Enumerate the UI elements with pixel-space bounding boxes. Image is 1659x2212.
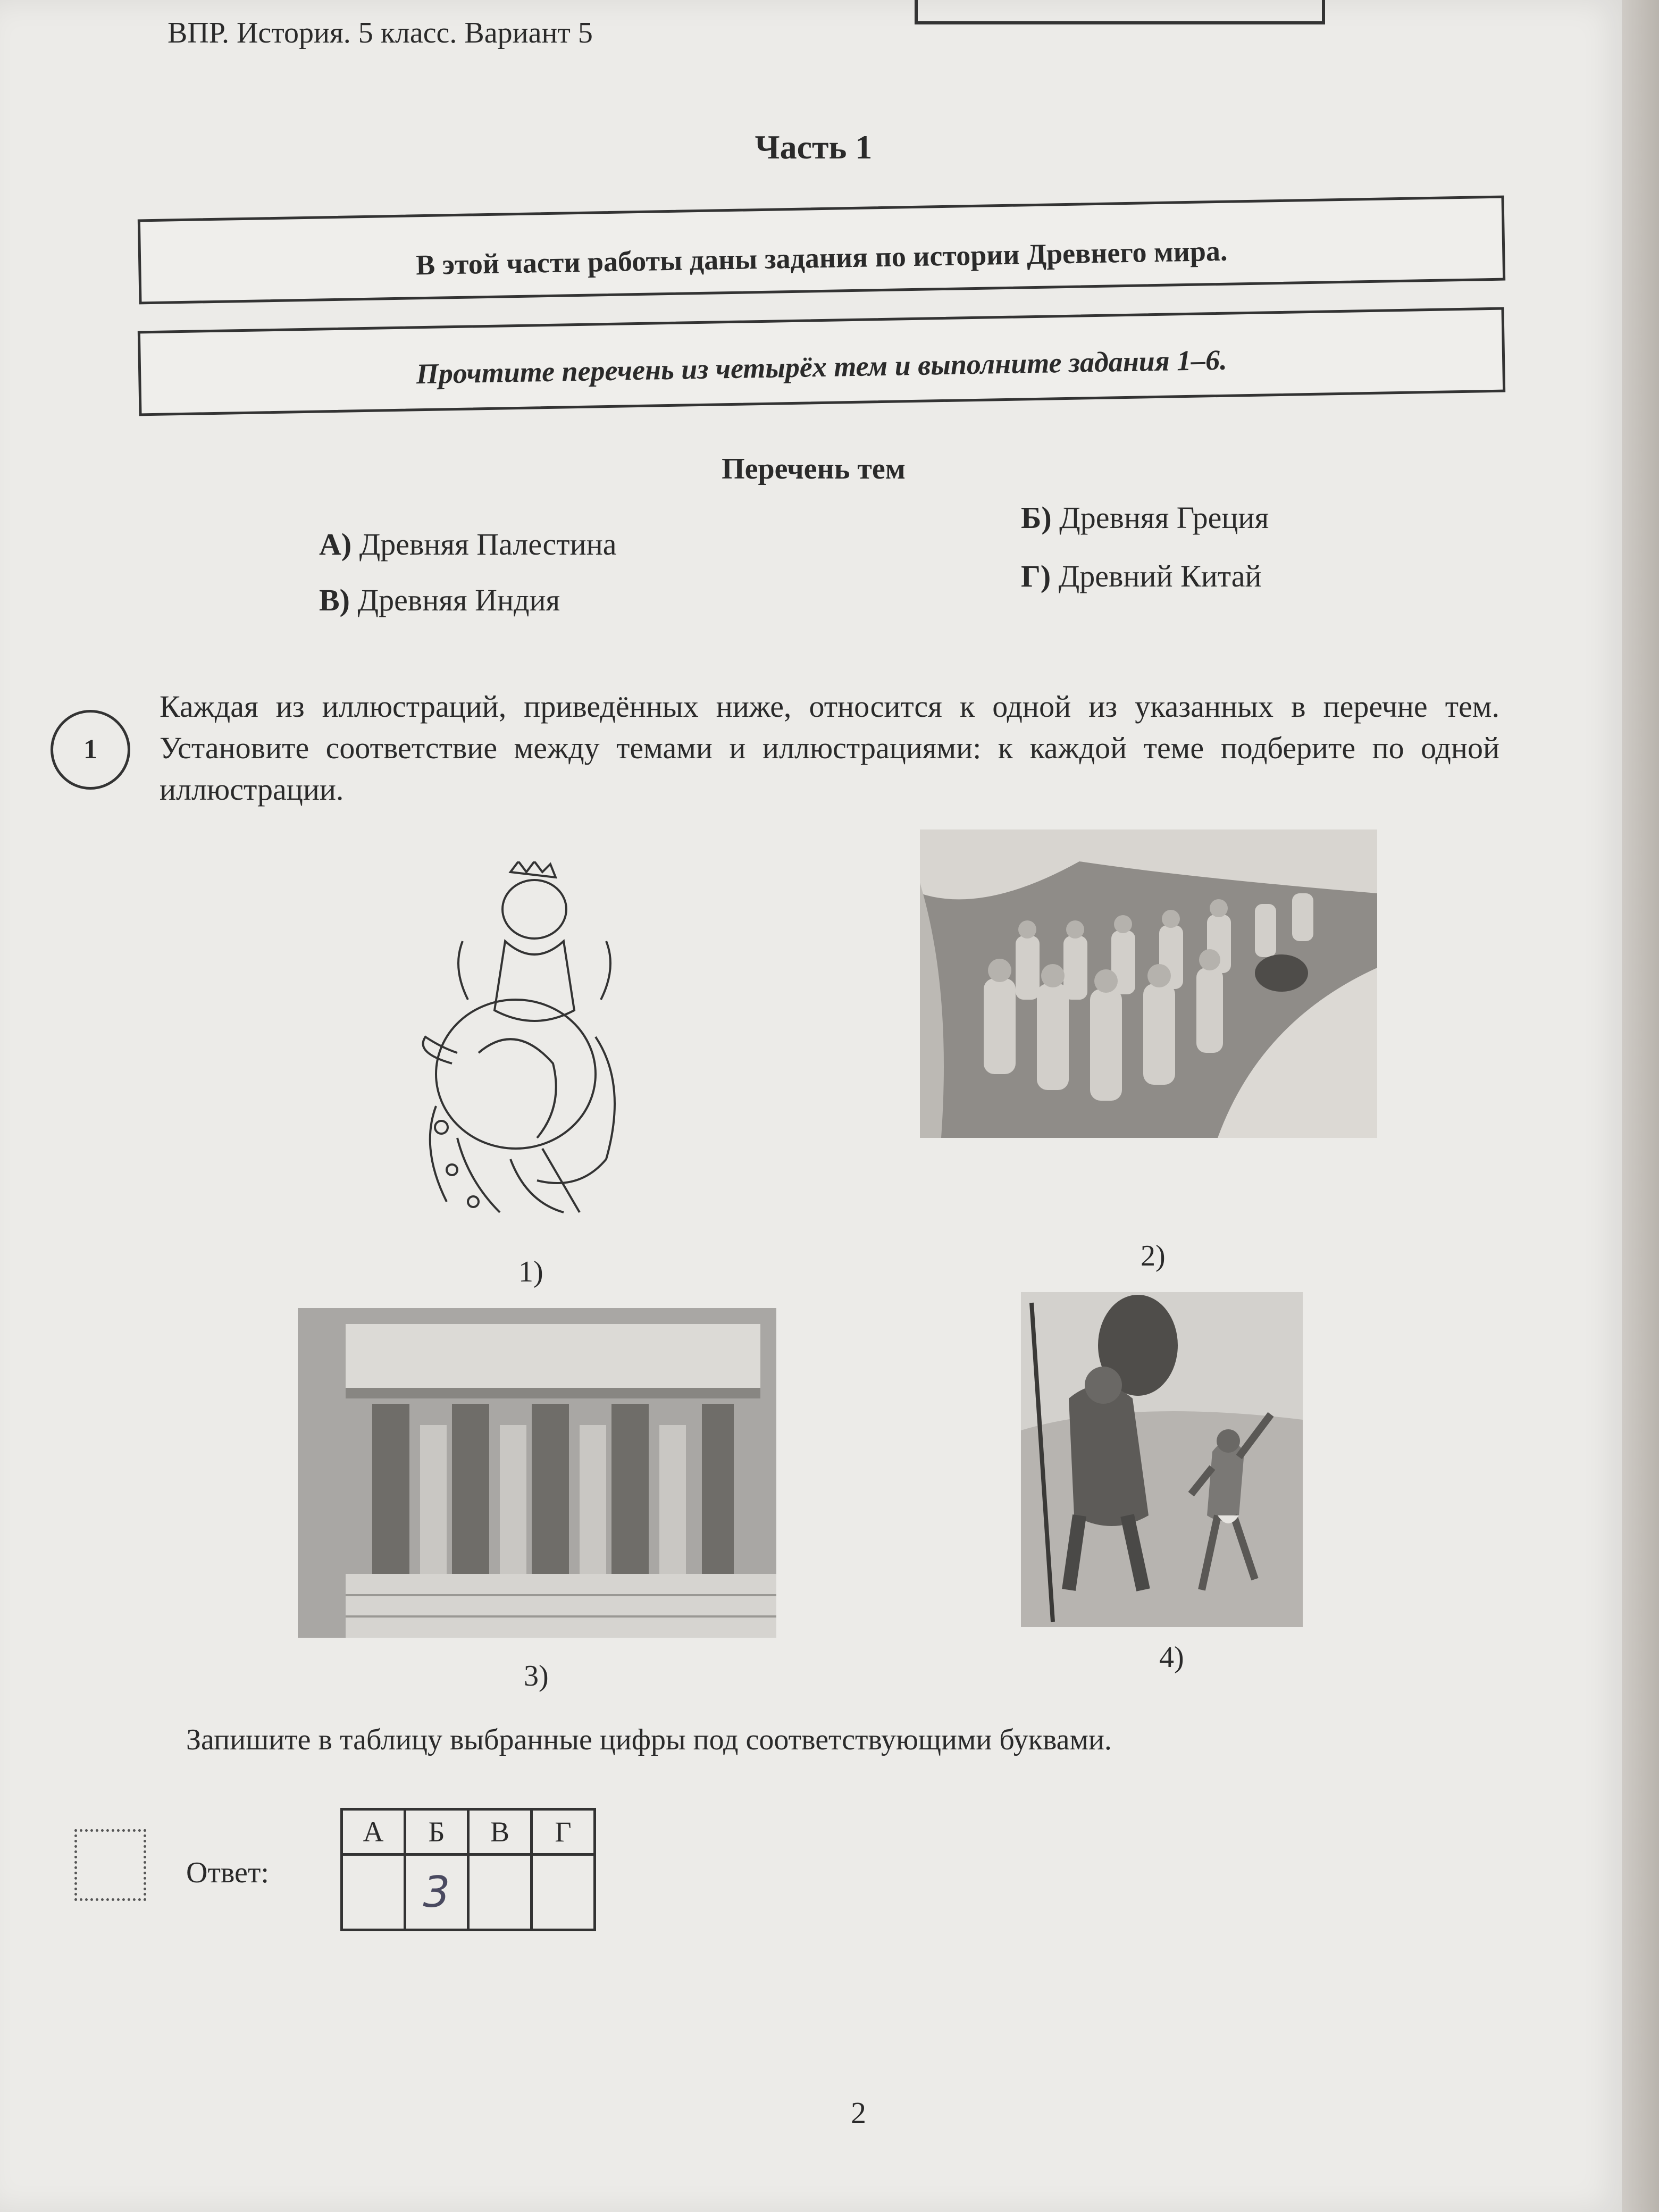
answer-label: Ответ: xyxy=(186,1856,269,1889)
answer-cell-b[interactable]: 3 xyxy=(405,1855,468,1930)
caption-2: 2) xyxy=(1141,1239,1166,1272)
part-instruction-box: Прочтите перечень из четырёх тем и выполните задания 1–6. xyxy=(138,307,1505,416)
topic-v xyxy=(319,582,560,618)
answer-instruction: Запишите в таблицу выбранные цифры под соответствующими буквами. xyxy=(186,1723,1112,1756)
page-edge-shadow xyxy=(1622,0,1659,2212)
part-description-box: В этой части работы даны задания по истории Древнего мира. xyxy=(138,196,1505,305)
header-line: ВПР. История. 5 класс. Вариант 5 xyxy=(167,16,593,49)
caption-3: 3) xyxy=(524,1660,549,1692)
answer-header-g: Г xyxy=(532,1809,595,1855)
deity-drawing xyxy=(404,861,649,1234)
topic-name: Древняя Палестина xyxy=(359,527,617,562)
terracotta-photo xyxy=(920,830,1377,1138)
answer-header-a: А xyxy=(342,1809,405,1855)
top-frame-fragment xyxy=(915,0,1325,24)
topic-letter: Г) xyxy=(1021,559,1051,593)
task-text: Каждая из иллюстраций, приведённых ниже, относится к одной из указанных в перечне тем. Установите соответствие между темами и иллюстрациями: к каждой теме подберите по одной иллюстрации. xyxy=(160,689,1499,807)
topic-letter: Б) xyxy=(1021,500,1052,535)
illustration-david-and-goliath xyxy=(1021,1292,1303,1627)
answer-cell-g[interactable] xyxy=(532,1855,595,1930)
topic-a xyxy=(319,526,616,562)
topic-name: Древний Китай xyxy=(1058,559,1262,593)
page-number: 2 xyxy=(851,2096,866,2130)
caryatids-photo xyxy=(298,1308,776,1638)
topic-g xyxy=(1021,558,1262,594)
answer-cell-a[interactable] xyxy=(342,1855,405,1930)
david-goliath-drawing xyxy=(1021,1292,1303,1627)
topic-letter: А) xyxy=(319,527,352,562)
caption-4: 4) xyxy=(1159,1641,1184,1674)
topic-b xyxy=(1021,500,1269,535)
illustration-terracotta-army xyxy=(920,830,1377,1138)
illustration-caryatids-porch xyxy=(298,1308,776,1638)
answer-header-v: В xyxy=(468,1809,532,1855)
task-number-circle: 1 xyxy=(51,710,130,790)
part-title: Часть 1 xyxy=(755,128,873,166)
topics-list-title: Перечень тем xyxy=(722,453,906,485)
illustration-deity-on-peacock xyxy=(404,861,649,1234)
answer-header-b: Б xyxy=(405,1809,468,1855)
caption-1: 1) xyxy=(518,1255,543,1288)
topic-name: Древняя Индия xyxy=(357,583,560,617)
answer-cell-v[interactable] xyxy=(468,1855,532,1930)
score-box xyxy=(74,1829,146,1901)
topic-letter: В) xyxy=(319,583,350,617)
topic-name: Древняя Греция xyxy=(1059,500,1269,535)
answer-table xyxy=(340,1808,596,1931)
